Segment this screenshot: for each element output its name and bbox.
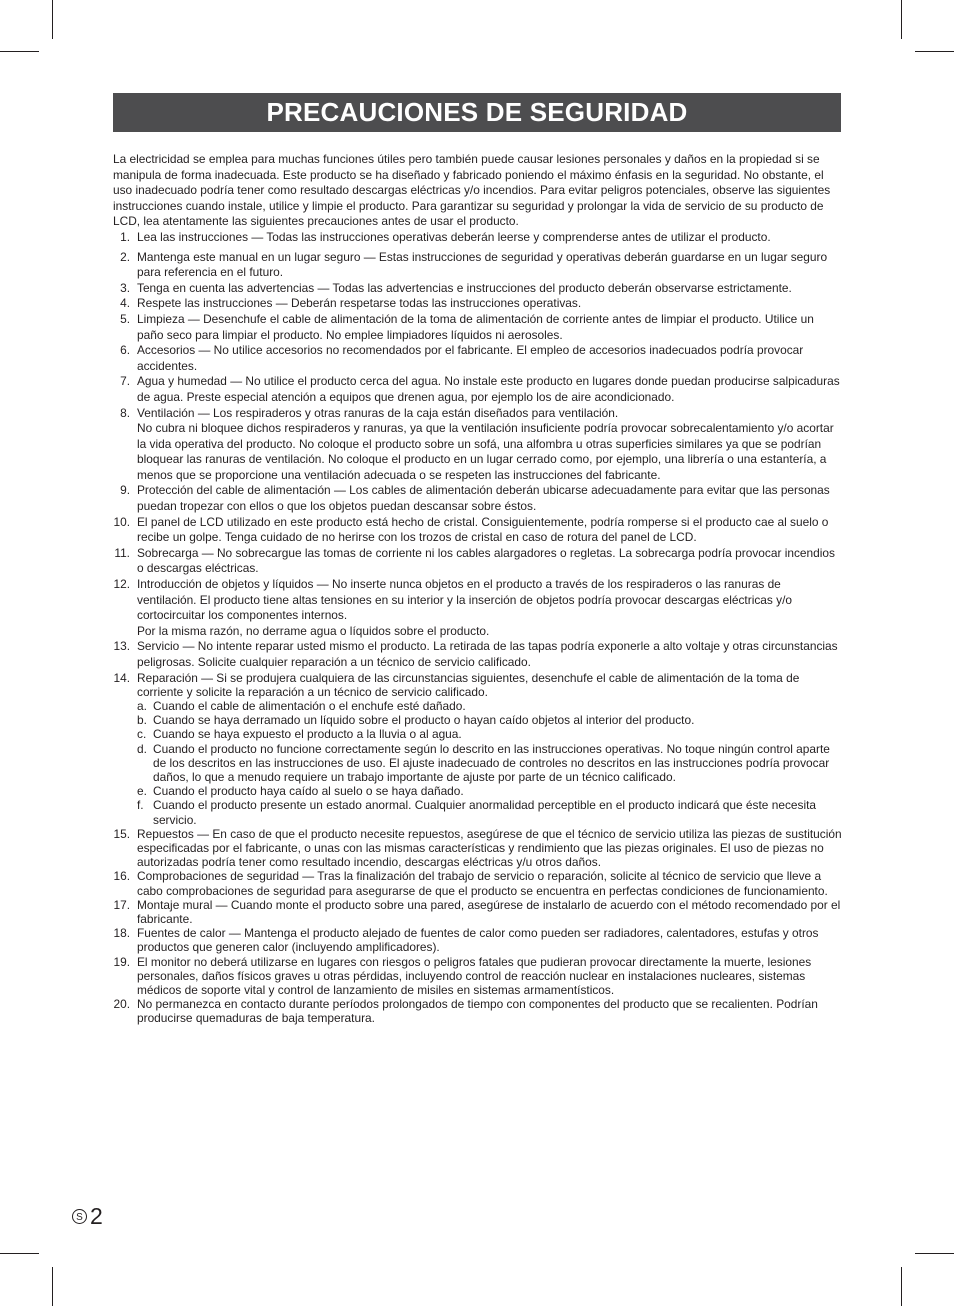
item-number: 14. [113,670,130,685]
crop-mark [52,0,53,39]
item-text: Agua y humedad — No utilice el producto cerca del agua. No instale este producto en lugares donde puedan producirse salpicaduras de agua. Preste especial atención a equipos que drenen agua, por ejemplo los de aire acondicionado. [137,374,840,404]
item-number: 4. [120,296,130,311]
item-number: 16. [113,869,130,884]
item-number: 15. [113,826,130,841]
item-number: 2. [120,249,130,264]
item-text: Repuestos — En caso de que el producto necesite repuestos, asegúrese de que el técnico de servicio utiliza las piezas de sustitución especificadas por el fabricante, o unas con las mismas características y rendimiento que las piezas originales. El uso de piezas no autorizadas podría tener como resultado incendio, descargas eléctricas y/u otros daños. [137,826,842,870]
page-footer [72,1203,103,1230]
item-number: 19. [113,954,130,969]
list-item [113,374,843,405]
list-item [113,827,843,870]
item-number: 5. [120,311,130,326]
item-number: 17. [113,897,130,912]
list-item [113,230,843,246]
item-text: Introducción de objetos y líquidos — No inserte nunca objetos en el producto a través de los respiraderos o las ranuras de ventilación. El producto tiene altas tensiones en su interior y la inserción de objetos podría provocar descargas eléctricas y/o cortocircuitar los componentes internos. [137,577,793,623]
sub-list [137,699,843,827]
item-text: Ventilación — Los respiraderos y otras ranuras de la caja están diseñados para ventilación. [137,405,619,420]
list-item [113,296,843,312]
crop-mark [915,1253,954,1254]
list-item [113,250,843,281]
list-item [113,343,843,374]
item-number: 18. [113,926,130,941]
item-text: Tenga en cuenta las advertencias — Todas las advertencias e instrucciones del producto deberán observarse estrictamente. [137,280,792,295]
item-text: Fuentes de calor — Mantenga el producto alejado de fuentes de calor como pueden ser radiadores, calentadores, estufas y otros productos que generen calor (incluyendo amplificadores). [137,926,819,955]
item-text: Comprobaciones de seguridad — Tras la finalización del trabajo de servicio o reparación, solicite al técnico de servicio que lleve a cabo comprobaciones de seguridad para asegurarse de que el producto se encuentra en perfectas condiciones de funcionamiento. [137,869,828,898]
list-item [113,671,843,827]
crop-mark [901,0,902,39]
precautions-list [113,230,843,1026]
item-text: Respete las instrucciones — Deberán respetarse todas las instrucciones operativas. [137,296,582,311]
list-item [113,546,843,577]
item-text: Lea las instrucciones — Todas las instrucciones operativas deberán leerse y comprenderse antes de utilizar el producto. [137,229,771,244]
crop-mark [915,51,954,52]
sub-item-letter: f. [137,798,144,813]
item-text: No permanezca en contacto durante períodos prolongados de tiempo con componentes del producto que se recalienten. Podrían producirse quemaduras de baja temperatura. [137,997,818,1026]
item-number: 7. [120,374,130,389]
item-number: 6. [120,343,130,358]
crop-mark [901,1267,902,1306]
item-text: El panel de LCD utilizado en este producto está hecho de cristal. Consiguientemente, podría romperse si el producto cae al suelo o recibe un golpe. Tenga cuidado de no herirse con los trozos de cristal en caso de rotura del panel de LCD. [137,514,829,545]
item-text: Mantenga este manual en un lugar seguro — Estas instrucciones de seguridad y operativas deberán guardarse en un lugar seguro para referencia en el futuro. [137,249,828,280]
sub-list-item [137,798,843,826]
item-number: 12. [113,577,130,592]
item-text: Servicio — No intente reparar usted mismo el producto. La retirada de las tapas podría exponerle a alto voltaje y otras circunstancias peligrosas. Solicite cualquier reparación a un técnico de servicio calificado. [137,639,838,669]
sub-list-item [137,727,843,741]
sub-item-text: Cuando el producto no funcione correctamente según lo descrito en las instrucciones operativas. No toque ningún control aparte de los descritos en las instrucciones de uso. El ajuste inadecuado de controles no descritos en las instrucciones podría provocar daños, lo que a menudo requiere un trabajo importante de ajuste por parte de un técnico calificado. [153,741,830,785]
sub-item-text: Cuando el producto presente un estado anormal. Cualquier anormalidad perceptible en el producto indicará que éste necesita servicio. [153,798,817,827]
crop-mark [52,1267,53,1306]
list-item [113,639,843,670]
item-text: El monitor no deberá utilizarse en lugares con riesgos o peligros fatales que pudieran provocar directamente la muerte, lesiones personales, daños físicos graves u otras pérdidas, incluyendo control de reacción nuclear en instalaciones nucleares, sistemas médicos de soporte vital y control de lanzamiento de misiles en sistemas armamentísticos. [137,954,812,998]
item-text-continued: No cubra ni bloquee dichos respiraderos y ranuras, ya que la ventilación insuficiente podría provocar sobrecalentamiento y/o acortar la vida operativa del producto. No coloque el producto sobre un sofá, una alfombra u otras superficies similares ya que se podrían bloquear las ranuras de ventilación. No coloque el producto en un lugar cerrado como, por ejemplo, una librería o una estantería, a menos que se proporcione una ventilación adecuada o se respeten las instrucciones del fabricante. [137,421,834,482]
crop-mark [0,1253,39,1254]
sub-item-letter: b. [137,713,147,728]
document-body [113,152,843,1026]
page-title: PRECAUCIONES DE SEGURIDAD [266,97,688,127]
sub-list-item [137,699,843,713]
item-number: 11. [114,545,130,560]
sub-list-item [137,713,843,727]
sub-list-item [137,742,843,785]
list-item [113,577,843,639]
list-item [113,869,843,897]
list-item [113,312,843,343]
list-item [113,515,843,546]
list-item [113,483,843,514]
sub-item-text: Cuando se haya derramado un líquido sobre el producto o hayan caído objetos al interior del producto. [153,713,695,728]
crop-mark [0,51,39,52]
item-number: 8. [120,405,130,420]
sub-item-text: Cuando el cable de alimentación o el enchufe esté dañado. [153,699,466,713]
item-number: 13. [113,639,130,654]
item-text: Sobrecarga — No sobrecargue las tomas de corriente ni los cables alargadores o regletas. La sobrecarga podría provocar incendios o descargas eléctricas. [137,545,835,576]
sub-item-letter: a. [137,699,147,713]
page-number: 2 [90,1203,103,1229]
sub-item-text: Cuando el producto haya caído al suelo o se haya dañado. [153,784,464,799]
list-item [113,898,843,926]
title-bar [113,93,841,132]
item-text: Protección del cable de alimentación — Los cables de alimentación deberán ubicarse adecuadamente para evitar que las personas puedan tropezar con ellos o que los objetos puedan descansar sobre éstos. [137,483,830,514]
list-item [113,997,843,1025]
sub-list-item [137,784,843,798]
list-item [113,281,843,297]
list-item [113,955,843,998]
intro-paragraph: La electricidad se emplea para muchas funciones útiles pero también puede causar lesiones personales y daños en la propiedad si se manipula de forma inadecuada. Este producto se ha diseñado y fabricado poniendo el máximo énfasis en la seguridad. No obstante, el uso inadecuado podría tener como resultado descargas eléctricas y/o incendios. Para evitar peligros potenciales, observe las siguientes instrucciones cuando instale, utilice y limpie el producto. Para garantizar su seguridad y prolongar la vida de servicio de su producto de LCD, lea atentamente las siguientes precauciones antes de usar el producto. [113,152,831,229]
list-item [113,406,843,484]
sub-item-letter: e. [137,784,147,799]
sub-item-text: Cuando se haya expuesto el producto a la lluvia o al agua. [153,727,462,742]
item-text: Accesorios — No utilice accesorios no recomendados por el fabricante. El empleo de accesorios inadecuados podría provocar accidentes. [137,343,804,373]
item-text: Limpieza — Desenchufe el cable de alimentación de la toma de alimentación de corriente antes de limpiar el producto. Utilice un paño seco para limpiar el producto. No emplee limpiadores líquidos ni aerosoles. [137,311,814,342]
sub-item-letter: c. [137,727,147,742]
item-number: 3. [120,280,130,295]
item-number: 10. [113,514,130,529]
item-text-continued: Por la misma razón, no derrame agua o líquidos sobre el producto. [137,623,490,638]
item-text: Montaje mural — Cuando monte el producto sobre una pared, asegúrese de instalarlo de acuerdo con el método recomendado por el fabricante. [137,897,841,927]
list-item [113,926,843,954]
item-number: 20. [113,997,130,1012]
item-number: 1. [120,229,130,244]
item-text: Reparación — Si se produjera cualquiera de las circunstancias siguientes, desenchufe el cable de alimentación de la toma de corriente y solicite la reparación a un técnico de servicio calificado. [137,670,800,699]
item-number: 9. [120,483,130,498]
sub-item-letter: d. [137,741,147,756]
language-mark-icon: S [72,1209,87,1224]
